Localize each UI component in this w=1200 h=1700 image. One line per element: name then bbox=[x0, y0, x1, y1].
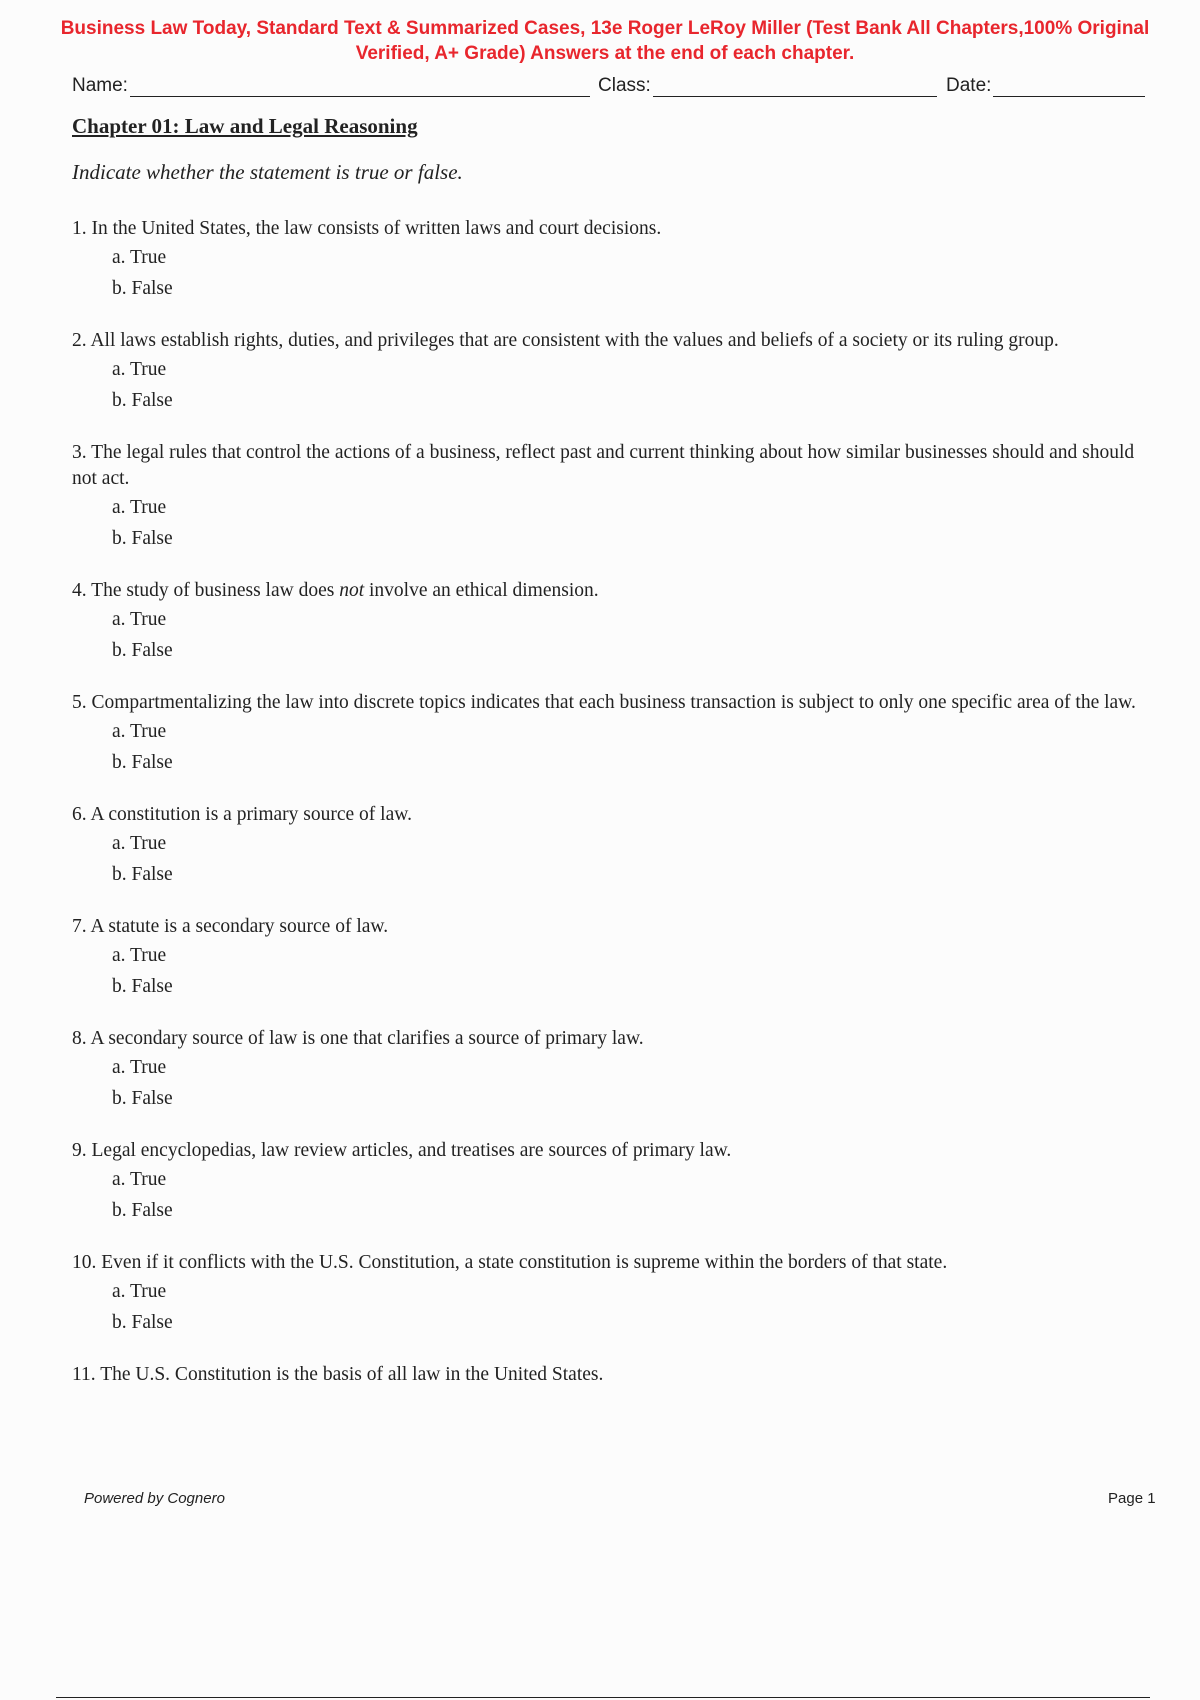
question-9 bbox=[72, 1138, 1142, 1226]
name-field bbox=[72, 72, 590, 97]
option-false: b. False bbox=[112, 640, 173, 661]
date-blank-line bbox=[993, 72, 1145, 97]
question-text: 3. The legal rules that control the actions of a business, reflect past and current thinking about how similar businesses should and should not act. bbox=[72, 442, 1135, 489]
document-banner bbox=[30, 16, 1180, 66]
question-11 bbox=[72, 1362, 1142, 1388]
banner-line-2: Verified, A+ Grade) Answers at the end of each chapter. bbox=[355, 43, 855, 64]
question-2 bbox=[72, 328, 1142, 416]
question-text: 6. A constitution is a primary source of law. bbox=[72, 804, 412, 825]
name-label: Name: bbox=[72, 75, 128, 96]
question-10 bbox=[72, 1250, 1142, 1338]
question-text: 10. Even if it conflicts with the U.S. Constitution, a state constitution is supreme within the borders of that state. bbox=[72, 1252, 948, 1273]
question-text: 2. All laws establish rights, duties, and privileges that are consistent with the values and beliefs of a society or its ruling group. bbox=[72, 330, 1059, 351]
chapter-title: Chapter 01: Law and Legal Reasoning bbox=[72, 114, 418, 138]
class-label: Class: bbox=[598, 75, 651, 96]
question-text: 1. In the United States, the law consists of written laws and court decisions. bbox=[72, 218, 662, 239]
question-text: 11. The U.S. Constitution is the basis of all law in the United States. bbox=[72, 1364, 604, 1385]
option-true: a. True bbox=[112, 945, 167, 966]
question-7 bbox=[72, 914, 1142, 1002]
question-5 bbox=[72, 690, 1142, 778]
option-true: a. True bbox=[112, 721, 167, 742]
option-false: b. False bbox=[112, 390, 173, 411]
date-label: Date: bbox=[946, 75, 992, 96]
question-text: 5. Compartmentalizing the law into discrete topics indicates that each business transaction is subject to only one specific area of the law. bbox=[72, 692, 1136, 713]
class-blank-line bbox=[653, 72, 937, 97]
student-info-header bbox=[72, 72, 1150, 100]
page-number: Page 1 bbox=[1108, 1490, 1156, 1507]
question-list bbox=[72, 216, 1142, 1412]
option-true: a. True bbox=[112, 1057, 167, 1078]
question-text: 4. The study of business law does not involve an ethical dimension. bbox=[72, 580, 599, 601]
powered-by-cognero: Powered by Cognero bbox=[84, 1490, 225, 1507]
question-8 bbox=[72, 1026, 1142, 1114]
banner-line-1: Business Law Today, Standard Text & Summarized Cases, 13e Roger LeRoy Miller (Test Bank All Chapters,100% Original bbox=[60, 18, 1150, 39]
option-true: a. True bbox=[112, 359, 167, 380]
option-false: b. False bbox=[112, 864, 173, 885]
option-true: a. True bbox=[112, 833, 167, 854]
class-field bbox=[598, 72, 937, 97]
question-text: 8. A secondary source of law is one that clarifies a source of primary law. bbox=[72, 1028, 644, 1049]
option-false: b. False bbox=[112, 976, 173, 997]
page-bottom-divider bbox=[56, 1697, 1150, 1698]
option-false: b. False bbox=[112, 752, 173, 773]
option-false: b. False bbox=[112, 528, 173, 549]
option-true: a. True bbox=[112, 609, 167, 630]
date-field bbox=[946, 72, 1145, 97]
name-blank-line bbox=[130, 72, 590, 97]
question-1 bbox=[72, 216, 1142, 304]
question-4 bbox=[72, 578, 1142, 666]
question-text: 9. Legal encyclopedias, law review articles, and treatises are sources of primary law. bbox=[72, 1140, 732, 1161]
option-true: a. True bbox=[112, 247, 167, 268]
option-false: b. False bbox=[112, 1200, 173, 1221]
question-6 bbox=[72, 802, 1142, 890]
option-true: a. True bbox=[112, 1169, 167, 1190]
instructions: Indicate whether the statement is true or false. bbox=[72, 160, 463, 184]
question-text: 7. A statute is a secondary source of law. bbox=[72, 916, 389, 937]
option-false: b. False bbox=[112, 1312, 173, 1333]
option-false: b. False bbox=[112, 278, 173, 299]
question-3 bbox=[72, 440, 1142, 554]
option-true: a. True bbox=[112, 497, 167, 518]
option-true: a. True bbox=[112, 1281, 167, 1302]
option-false: b. False bbox=[112, 1088, 173, 1109]
